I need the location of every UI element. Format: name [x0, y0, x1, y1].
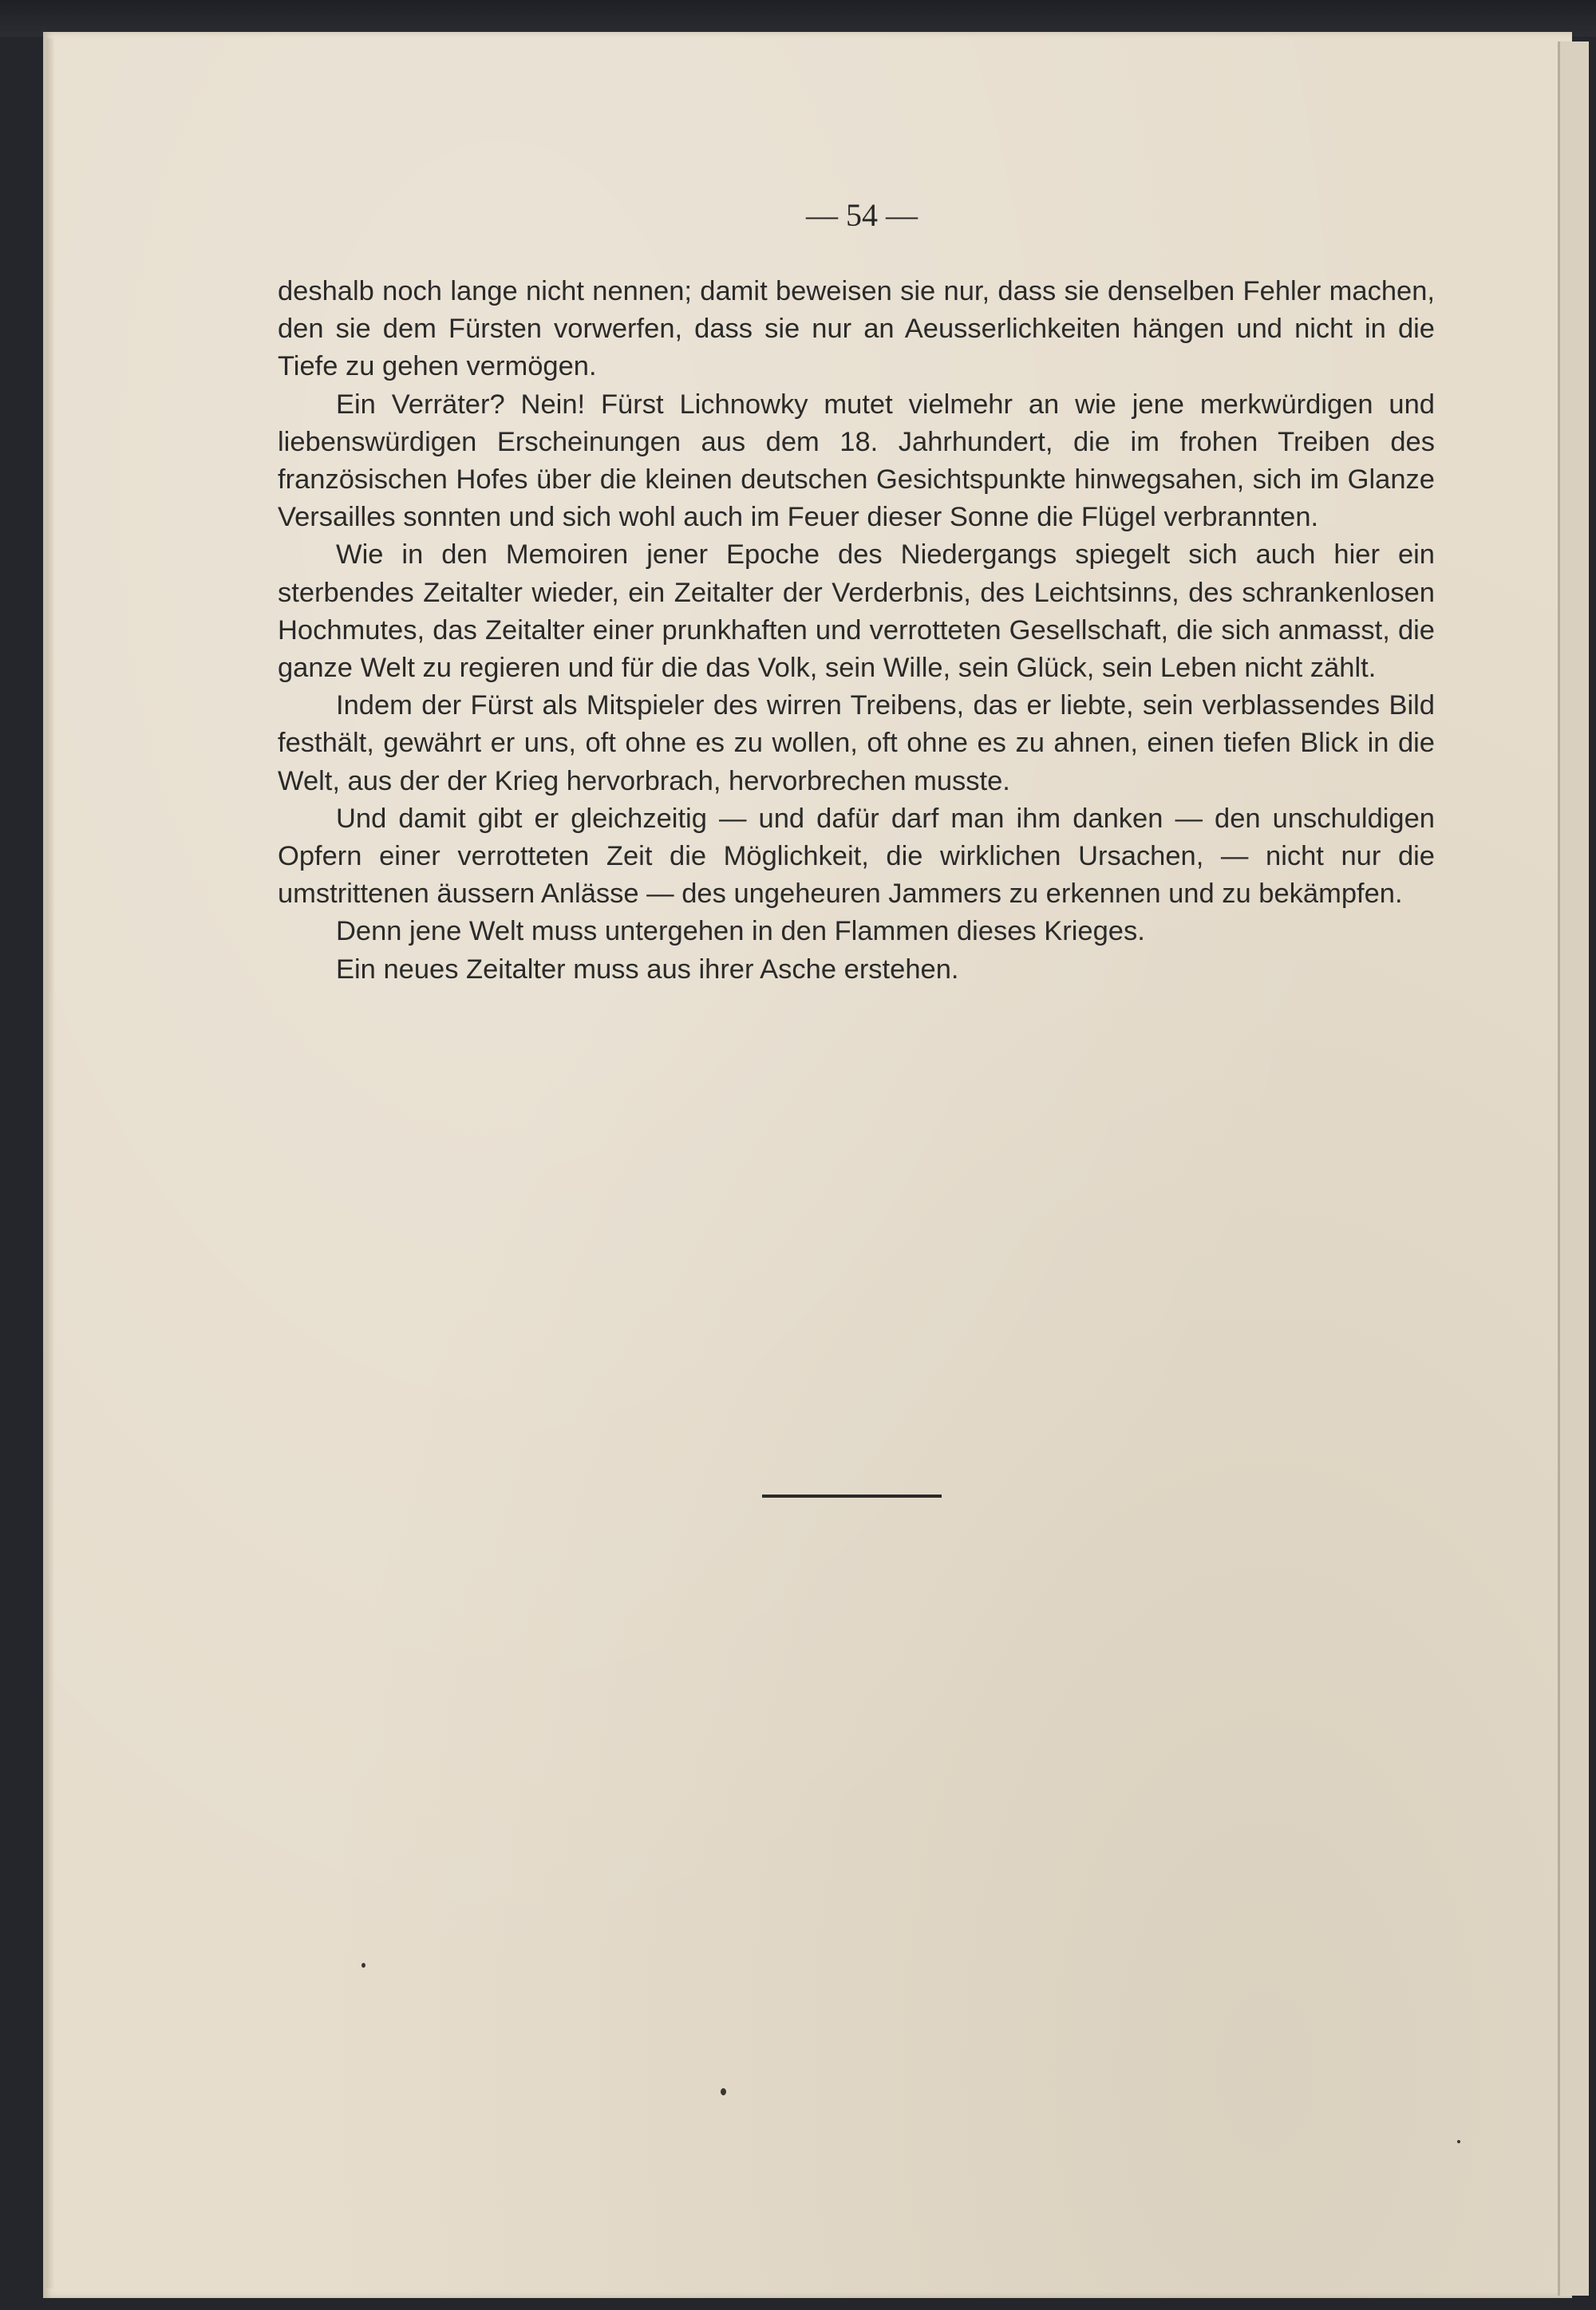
section-end-rule [762, 1495, 942, 1498]
page-number: — 54 — [806, 197, 918, 233]
next-page-edge [1558, 41, 1589, 2296]
paragraph: Denn jene Welt muss untergehen in den Flammen dieses Krieges. [336, 916, 1145, 947]
paper-speck [721, 2088, 726, 2095]
paragraph: deshalb noch lange nicht nennen; damit beweisen sie nur, dass sie denselben Fehler machen, den sie dem Fürsten vorwerfen, dass sie nur an Aeusserlichkeiten hängen und nicht in die Tiefe zu gehen vermögen. [278, 276, 1435, 382]
page-binding-fold [46, 38, 54, 2288]
body-text [278, 273, 1435, 989]
paragraph: Ein neues Zeitalter muss aus ihrer Asche erstehen. [336, 954, 959, 985]
paragraph: Ein Verräter? Nein! Fürst Lichnowky mutet vielmehr an wie jene merkwürdigen und liebenswürdigen Erscheinungen aus dem 18. Jahrhundert, die im frohen Treiben des französischen Hofes über die kleinen deutschen Gesichtspunkte hinwegsahen, sich im Glanze Versailles sonnten und sich wohl auch im Feuer dieser Sonne die Flügel verbrannten. [278, 389, 1435, 533]
paragraph: Indem der Fürst als Mitspieler des wirren Treibens, das er liebte, sein verblassendes Bild festhält, gewährt er uns, oft ohne es zu wollen, oft ohne es zu ahnen, einen tiefen Blick in die Welt, aus der der Krieg hervorbrach, hervorbrechen musste. [278, 690, 1435, 796]
paragraph: Wie in den Memoiren jener Epoche des Niedergangs spiegelt sich auch hier ein sterbendes Zeitalter wieder, ein Zeitalter der Verderbnis, des Leichtsinns, des schrankenlosen Hochmutes, das Zeitalter einer prunkhaften und verrotteten Gesellschaft, die sich anmasst, die ganze Welt zu regieren und für die das Volk, sein Wille, sein Glück, sein Leben nicht zählt. [278, 539, 1435, 684]
paragraph: Und damit gibt er gleichzeitig — und dafür darf man ihm danken — den unschuldigen Opfern einer verrotteten Zeit die Möglichkeit, die wirklichen Ursachen, — nicht nur die umstrittenen äussern Anlässe — des ungeheuren Jammers zu erkennen und zu bekämpfen. [278, 803, 1435, 910]
paper-speck [1457, 2140, 1460, 2143]
paper-speck [361, 1963, 365, 1968]
